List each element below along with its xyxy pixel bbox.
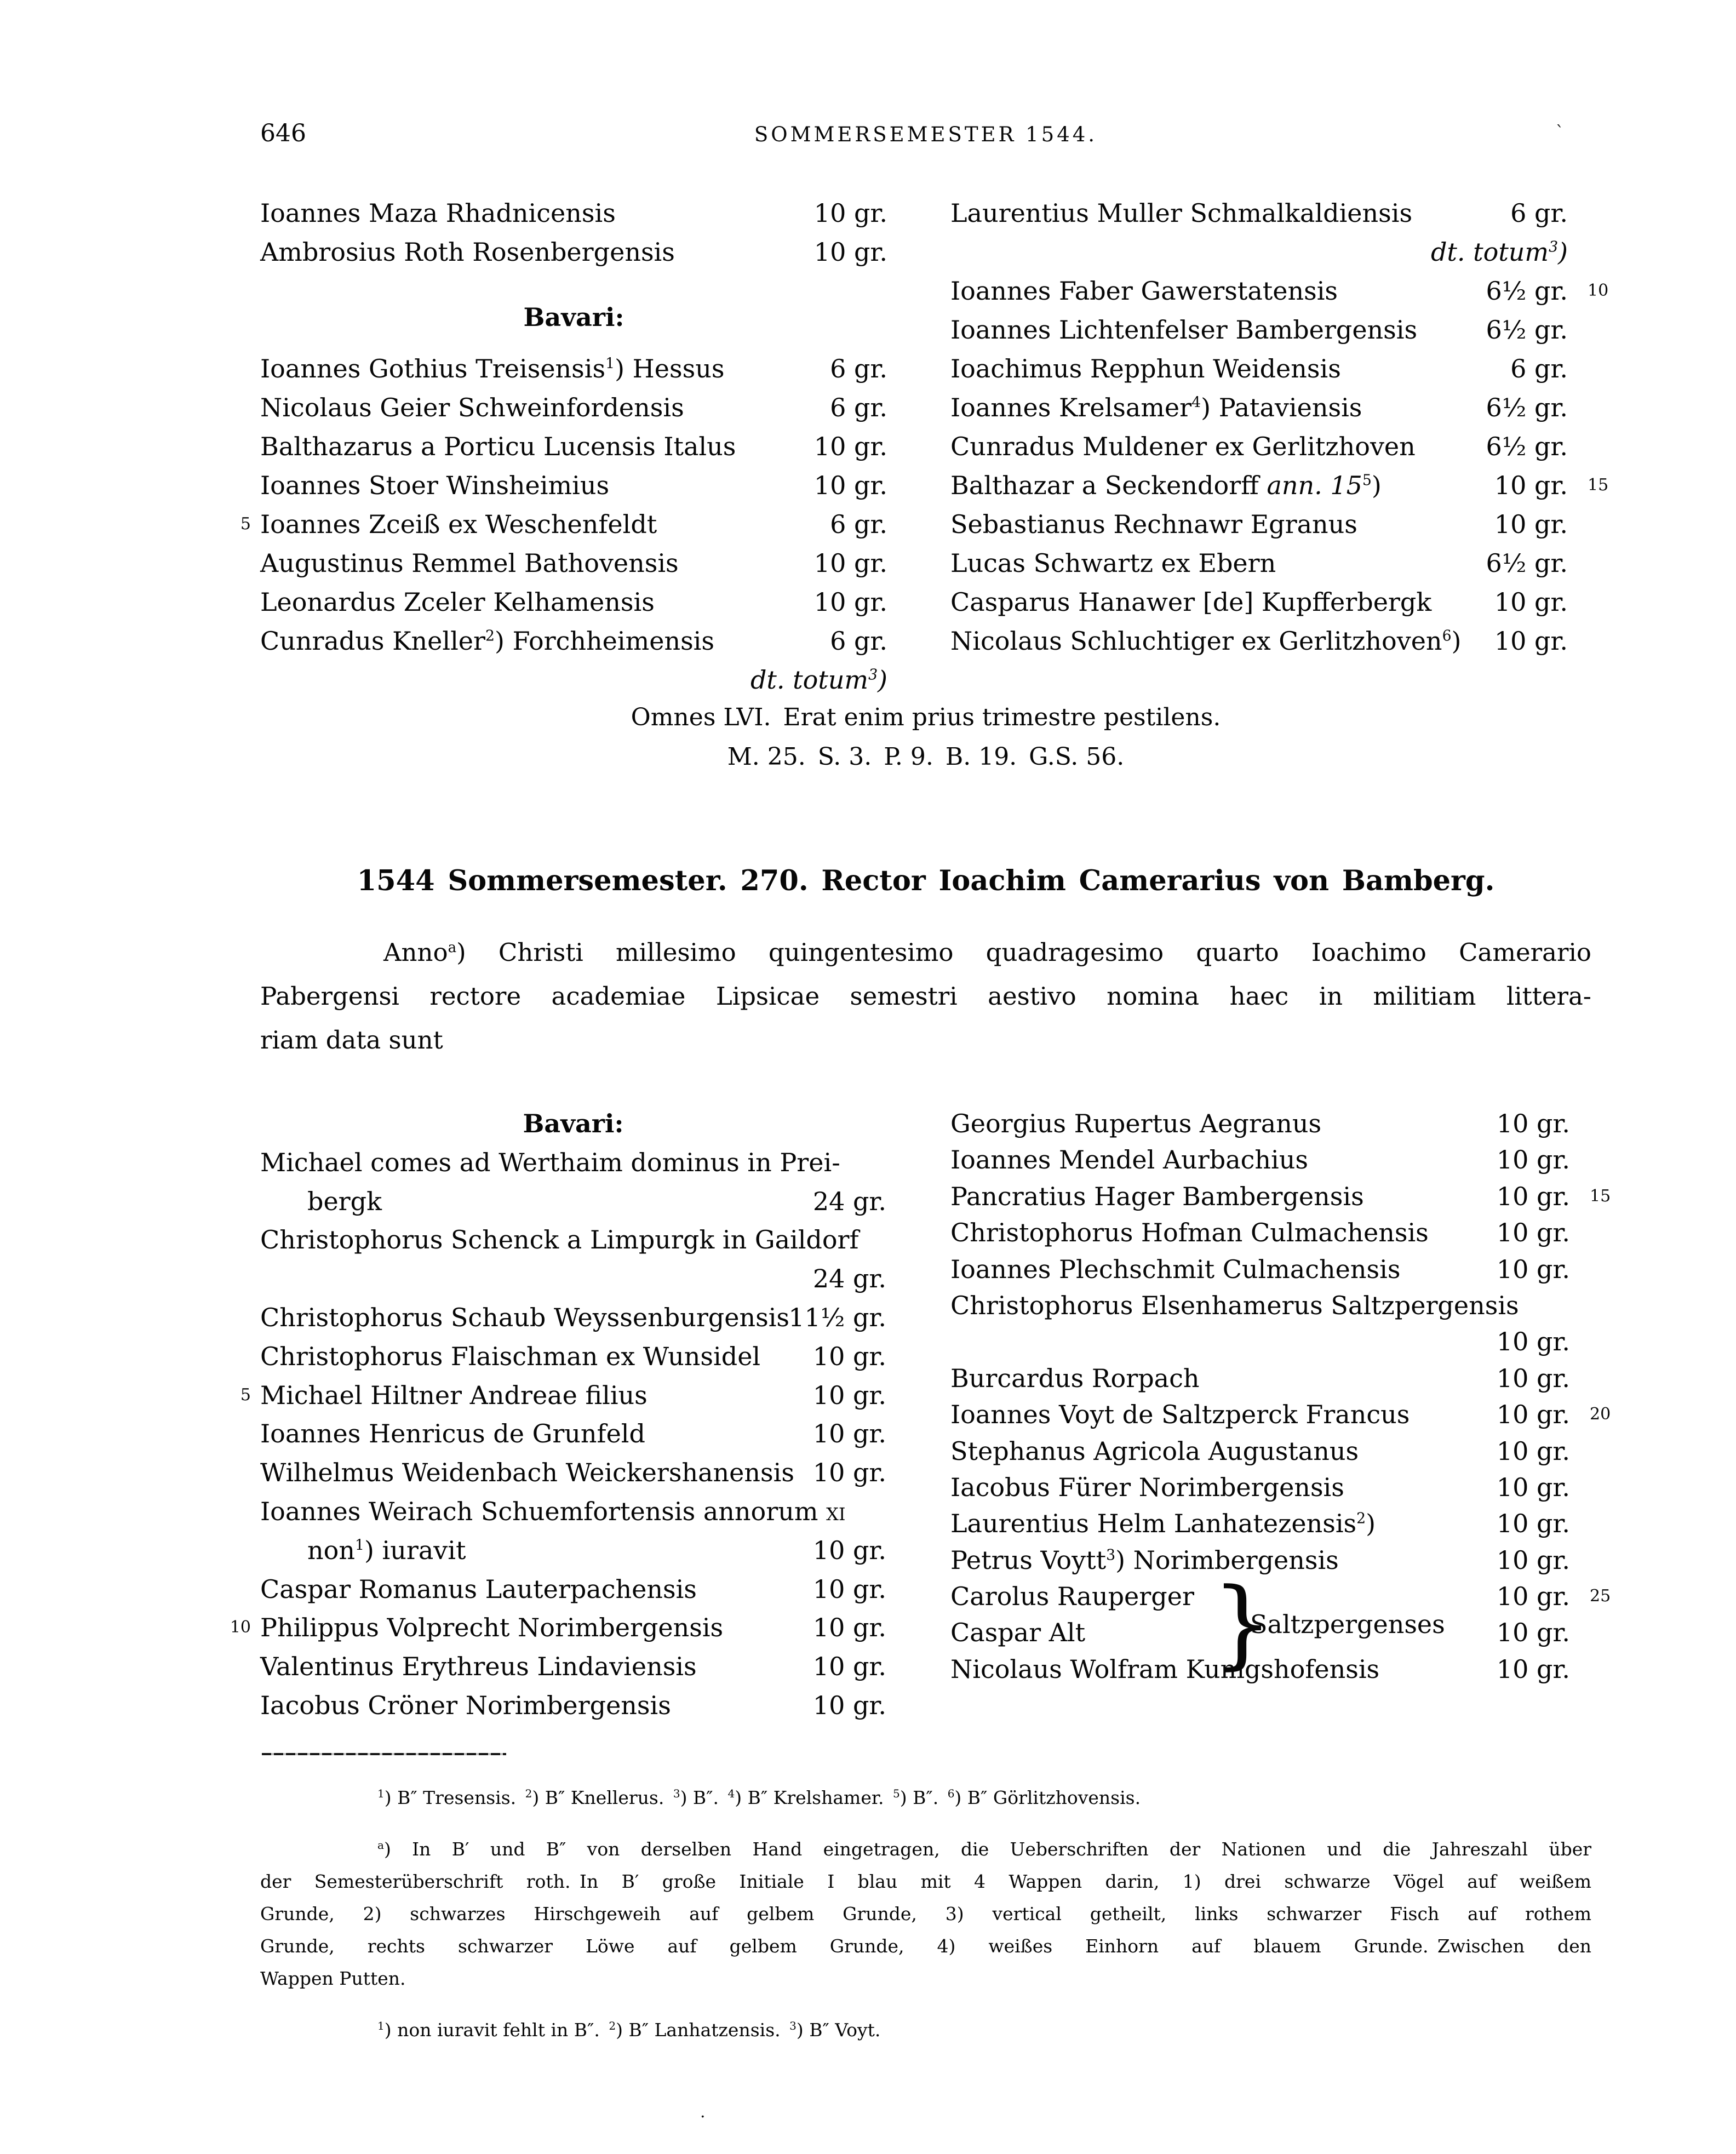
paragraph-line: Anno$^a$) Christi millesimo quingentesimo quadragesimo quarto Ioachimo Camerario xyxy=(383,938,1591,967)
student-row xyxy=(260,354,887,393)
student-row xyxy=(950,509,1568,548)
deposit-note xyxy=(260,665,887,704)
student-row xyxy=(950,276,1609,315)
student-row xyxy=(950,315,1568,354)
student-name: Augustinus Remmel Bathovensis xyxy=(260,548,679,578)
student-name: Balthazarus a Porticu Lucensis Italus xyxy=(260,432,736,461)
fee-amount: 6 gr. xyxy=(1510,354,1568,383)
student-name: Valentinus Erythreus Lindaviensis xyxy=(260,1652,697,1682)
margin-line-number: 25 xyxy=(1590,1586,1611,1606)
fee-amount: 6 gr. xyxy=(830,626,887,656)
footnote-line: $^1$) B″ Tresensis. $^2$) B″ Knellerus. $^3$) B″. $^4$) B″ Krelshamer. $^5$) B″. $^6$) B″ Görlitzhovensis. xyxy=(377,1787,1141,1808)
fee-amount: 6½ gr. xyxy=(1486,276,1568,306)
student-row xyxy=(260,1574,886,1613)
fee-amount: 10 gr. xyxy=(1496,1654,1570,1684)
student-row xyxy=(260,1303,886,1342)
fee-amount: 10 gr. xyxy=(812,1652,886,1682)
nation-heading-label: Bavari: xyxy=(523,302,624,332)
nation-heading xyxy=(260,276,887,354)
student-row xyxy=(260,548,887,587)
brace-label: Saltzpergenses xyxy=(1250,1609,1445,1639)
student-row xyxy=(230,1613,886,1652)
student-row xyxy=(950,1181,1611,1218)
fee-amount: 10 gr. xyxy=(812,1535,886,1565)
student-row xyxy=(260,1458,886,1497)
deposit-note-text: dt. totum$^3$) xyxy=(750,665,887,695)
paragraph-line: Pabergensi rectore academiae Lipsicae semestri aestivo nomina haec in militiam littera- xyxy=(260,982,1591,1011)
student-row xyxy=(260,1652,886,1691)
student-name: Stephanus Agricola Augustanus xyxy=(950,1436,1359,1466)
fee-amount: 10 gr. xyxy=(812,1341,886,1371)
student-row xyxy=(260,1187,886,1225)
student-name: Caspar Alt xyxy=(950,1618,1086,1648)
student-row xyxy=(950,1400,1611,1436)
total-line: Omnes LVI. Erat enim prius trimestre pestilens. xyxy=(631,703,1221,731)
margin-line-number: 5 xyxy=(240,1385,251,1405)
student-row xyxy=(950,1364,1570,1400)
intro-paragraph xyxy=(260,938,1591,1069)
student-name: Philippus Volprecht Norimbergensis xyxy=(260,1613,724,1643)
ink-speck: ˋ xyxy=(1556,123,1564,142)
student-row xyxy=(260,471,887,509)
fee-amount: 10 gr. xyxy=(812,1419,886,1449)
fee-amount: 10 gr. xyxy=(1494,587,1568,617)
student-name: Lucas Schwartz ex Ebern xyxy=(950,548,1276,578)
student-name: Wilhelmus Weidenbach Weickershanensis xyxy=(260,1458,794,1488)
student-row xyxy=(260,587,887,626)
student-row xyxy=(950,1109,1570,1145)
student-name: Petrus Voytt$^3$) Norimbergensis xyxy=(950,1545,1339,1575)
footnote-separator xyxy=(262,1753,506,1755)
student-name: Sebastianus Rechnawr Egranus xyxy=(950,509,1357,539)
footnote-line: $^a$) In B′ und B″ von derselben Hand eingetragen, die Ueberschriften der Nationen und die Jahreszahl über xyxy=(377,1838,1591,1860)
footnote-line: $^1$) non iuravit fehlt in B″. $^2$) B″ Lanhatzensis. $^3$) B″ Voyt. xyxy=(377,2019,881,2041)
student-name: Carolus Rauperger xyxy=(950,1582,1194,1612)
student-name: bergk xyxy=(307,1186,382,1216)
fee-amount: 10 gr. xyxy=(812,1458,886,1488)
student-row xyxy=(950,354,1568,393)
student-name: Balthazar a Seckendorff ann. $15^5$) xyxy=(950,471,1382,500)
student-row xyxy=(950,1509,1570,1545)
fee-amount: 6 gr. xyxy=(1510,198,1568,228)
student-name: Leonardus Zceler Kelhamensis xyxy=(260,587,655,617)
student-row xyxy=(240,1380,886,1419)
fee-amount: 10 gr. xyxy=(1496,1618,1570,1648)
student-name: Casparus Hanawer [de] Kupfferbergk xyxy=(950,587,1432,617)
student-name: Cunradus Kneller$^2$) Forchheimensis xyxy=(260,626,714,656)
student-name: Iacobus Cröner Norimbergensis xyxy=(260,1690,671,1720)
student-row xyxy=(260,1419,886,1458)
fee-carryover-row xyxy=(260,1264,886,1303)
student-name: Nicolaus Wolfram Kunigshofensis xyxy=(950,1654,1380,1684)
deposit-note-text: dt. totum$^3$) xyxy=(1430,237,1568,267)
student-name: Christophorus Schaub Weyssenburgensis xyxy=(260,1302,790,1332)
student-row xyxy=(260,1148,886,1187)
student-row xyxy=(950,393,1568,432)
student-row xyxy=(950,1145,1570,1181)
student-row xyxy=(950,1436,1570,1473)
paragraph-line: riam data sunt xyxy=(260,1026,443,1055)
fee-amount: 6½ gr. xyxy=(1486,548,1568,578)
student-name: Ioannes Maza Rhadnicensis xyxy=(260,198,616,228)
student-name: Ioannes Zceiß ex Weschenfeldt xyxy=(260,509,657,539)
student-name: Ioannes Lichtenfelser Bambergensis xyxy=(950,315,1418,345)
fee-amount: 10 gr. xyxy=(1496,1472,1570,1502)
fee-amount: 10 gr. xyxy=(813,237,887,267)
section-heading: 1544 Sommersemester. 270. Rector Ioachim Camerarius von Bamberg. xyxy=(357,864,1495,897)
fee-amount: 6 gr. xyxy=(830,354,887,383)
student-row xyxy=(950,548,1568,587)
student-name: Laurentius Muller Schmalkaldiensis xyxy=(950,198,1413,228)
student-row xyxy=(950,1254,1570,1291)
fee-amount: 10 gr. xyxy=(1494,626,1568,656)
fee-amount: 10 gr. xyxy=(1494,509,1568,539)
student-name: non$^1$) iuravit xyxy=(307,1535,466,1565)
footnote-line: Grunde, rechts schwarzer Löwe auf gelbem Grunde, 4) weißes Einhorn auf blauem Grunde. Zwischen den xyxy=(260,1935,1591,1957)
student-name: Burcardus Rorpach xyxy=(950,1363,1200,1393)
student-row xyxy=(260,1536,886,1574)
student-name: Ioannes Plechschmit Culmachensis xyxy=(950,1254,1401,1284)
margin-line-number: 15 xyxy=(1590,1186,1611,1206)
student-row xyxy=(950,1218,1570,1254)
student-name: Georgius Rupertus Aegranus xyxy=(950,1109,1322,1138)
fee-amount: 24 gr. xyxy=(812,1186,886,1216)
student-row xyxy=(260,393,887,432)
fee-amount: 6 gr. xyxy=(830,509,887,539)
student-name: Ioannes Weirach Schuemfortensis annorum xi xyxy=(260,1496,846,1526)
student-name: Ioannes Henricus de Grunfeld xyxy=(260,1419,645,1449)
student-row xyxy=(950,587,1568,626)
fee-amount: 10 gr. xyxy=(1496,1545,1570,1575)
student-row xyxy=(260,1497,886,1536)
breakdown-line: M. 25. S. 3. P. 9. B. 19. G.S. 56. xyxy=(727,743,1125,771)
fee-list-column-right xyxy=(950,198,1609,665)
margin-line-number: 10 xyxy=(230,1618,251,1637)
fee-amount: 10 gr. xyxy=(1496,1582,1570,1612)
fee-amount: 10 gr. xyxy=(812,1574,886,1604)
student-row xyxy=(260,626,887,665)
fee-amount: 10 gr. xyxy=(1496,1145,1570,1175)
student-name: Ioannes Mendel Aurbachius xyxy=(950,1145,1308,1175)
fee-amount: 10 gr. xyxy=(1496,1218,1570,1248)
fee-amount: 10 gr. xyxy=(1496,1109,1570,1138)
student-name: Christophorus Flaischman ex Wunsidel xyxy=(260,1341,761,1371)
student-row xyxy=(260,1225,886,1264)
margin-line-number: 5 xyxy=(240,514,251,534)
student-row xyxy=(260,1342,886,1380)
fee-amount: 6½ gr. xyxy=(1486,315,1568,345)
fee-amount: 10 gr. xyxy=(813,587,887,617)
fee-amount: 11½ gr. xyxy=(788,1302,886,1332)
footnote-line: der Semesterüberschrift roth. In B′ große Initiale I blau mit 4 Wappen darin, 1) drei schwarze Vögel auf weißem xyxy=(260,1871,1591,1892)
student-name: Ioannes Stoer Winsheimius xyxy=(260,471,610,500)
student-name: Iacobus Fürer Norimbergensis xyxy=(950,1472,1344,1502)
student-row xyxy=(260,432,887,471)
fee-amount: 10 gr. xyxy=(1496,1400,1570,1430)
fee-amount: 10 gr. xyxy=(1496,1254,1570,1284)
student-name: Ioannes Krelsamer$^4$) Pataviensis xyxy=(950,393,1362,422)
student-row xyxy=(950,1473,1570,1509)
student-name: Laurentius Helm Lanhatezensis$^2$) xyxy=(950,1509,1376,1539)
footnote-line: Grunde, 2) schwarzes Hirschgeweih auf gelbem Grunde, 3) vertical getheilt, links schwarzer Fisch auf rothem xyxy=(260,1903,1591,1924)
fee-amount: 10 gr. xyxy=(813,548,887,578)
fee-carryover-row xyxy=(950,1327,1570,1363)
margin-line-number: 10 xyxy=(1588,281,1609,300)
student-name: Cunradus Muldener ex Gerlitzhoven xyxy=(950,432,1416,461)
student-name: Michael comes ad Werthaim dominus in Prei- xyxy=(260,1147,840,1177)
fee-amount: 10 gr. xyxy=(1496,1327,1570,1357)
margin-line-number: 20 xyxy=(1590,1405,1611,1424)
student-name: Ioannes Gothius Treisensis$^1$) Hessus xyxy=(260,354,725,383)
brace-icon: } xyxy=(1212,1567,1273,1680)
student-name: Nicolaus Schluchtiger ex Gerlitzhoven$^6$) xyxy=(950,626,1462,656)
student-name: Christophorus Elsenhamerus Saltzpergensis xyxy=(950,1290,1519,1320)
deposit-note xyxy=(950,237,1568,276)
fee-amount: 10 gr. xyxy=(1496,1509,1570,1539)
fee-amount: 10 gr. xyxy=(1496,1181,1570,1211)
student-row xyxy=(260,1691,886,1729)
footnote-line: Wappen Putten. xyxy=(260,1968,406,1989)
student-name: Christophorus Schenck a Limpurgk in Gaildorf xyxy=(260,1225,859,1255)
student-row xyxy=(950,432,1568,471)
fee-amount: 10 gr. xyxy=(813,198,887,228)
fee-amount: 6½ gr. xyxy=(1486,432,1568,461)
fee-list-column-left xyxy=(240,198,887,704)
fee-amount: 10 gr. xyxy=(813,471,887,500)
fee-amount: 10 gr. xyxy=(812,1613,886,1643)
student-name: Ioannes Faber Gawerstatensis xyxy=(950,276,1338,306)
ink-speck: . xyxy=(700,2103,706,2122)
student-name: Nicolaus Geier Schweinfordensis xyxy=(260,393,684,422)
student-name: Christophorus Hofman Culmachensis xyxy=(950,1218,1429,1248)
fee-list-column-left xyxy=(230,1109,886,1729)
student-row xyxy=(950,198,1568,237)
nation-heading xyxy=(260,1109,886,1148)
fee-amount: 10 gr. xyxy=(1496,1436,1570,1466)
student-row xyxy=(260,198,887,237)
student-name: Ioachimus Repphun Weidensis xyxy=(950,354,1341,383)
fee-amount: 10 gr. xyxy=(1496,1363,1570,1393)
student-row xyxy=(950,1291,1570,1327)
fee-amount: 24 gr. xyxy=(812,1264,886,1294)
fee-amount: 10 gr. xyxy=(1494,471,1568,500)
fee-amount: 10 gr. xyxy=(812,1380,886,1410)
student-name: Ambrosius Roth Rosenbergensis xyxy=(260,237,675,267)
student-row xyxy=(240,509,887,548)
student-row xyxy=(260,237,887,276)
fee-amount: 10 gr. xyxy=(812,1690,886,1720)
fee-amount: 6 gr. xyxy=(830,393,887,422)
student-row xyxy=(950,471,1609,509)
student-name: Pancratius Hager Bambergensis xyxy=(950,1181,1364,1211)
margin-line-number: 15 xyxy=(1588,476,1609,495)
page-number: 646 xyxy=(260,119,306,147)
student-name: Michael Hiltner Andreae filius xyxy=(260,1380,648,1410)
student-row xyxy=(950,626,1568,665)
fee-amount: 10 gr. xyxy=(813,432,887,461)
nation-heading-label: Bavari: xyxy=(523,1109,624,1138)
student-name: Ioannes Voyt de Saltzperck Francus xyxy=(950,1400,1410,1430)
fee-amount: 6½ gr. xyxy=(1486,393,1568,422)
student-name: Caspar Romanus Lauterpachensis xyxy=(260,1574,697,1604)
running-head: SOMMERSEMESTER 1544. xyxy=(754,123,1098,146)
